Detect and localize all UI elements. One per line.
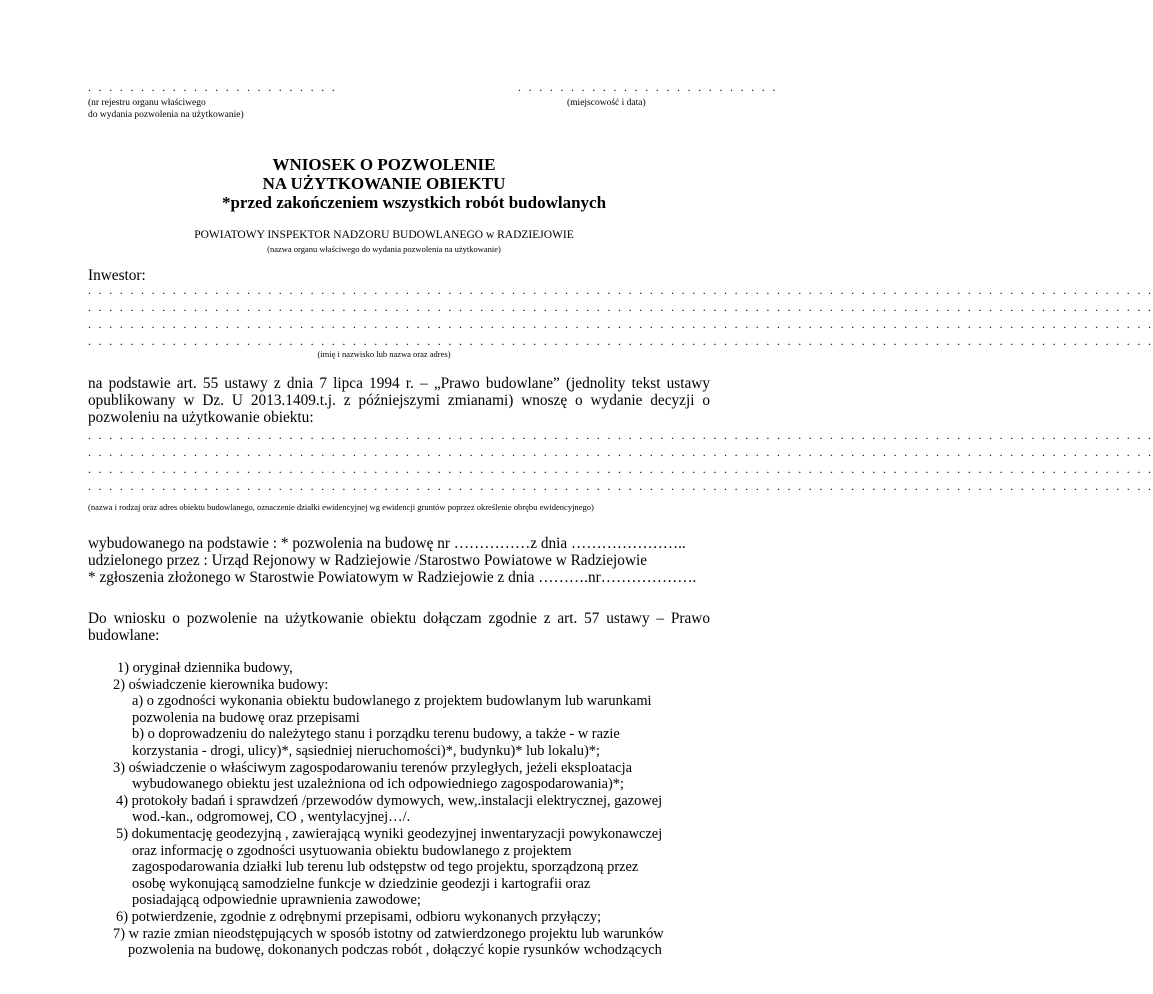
list-item: korzystania - drogi, ulicy)*, sąsiedniej nieruchomości)*, budynku)* lub lokalu)*;	[132, 742, 600, 759]
built-line-2: udzielonego przez : Urząd Rejonowy w Radziejowie /Starostwo Powiatowe w Radziejowie	[88, 552, 648, 569]
object-dots-2: . . . . . . . . . . . . . . . . . . . . . . . . . . . . . . . . . . . . . . . . . . . . . . . . . . . . . . . . . . . . . . . . . . . . . . . . . . . . . . . . . . . . . . . . . . . . . . . . . . . . .	[88, 445, 1153, 459]
authority-name: POWIATOWY INSPEKTOR NADZORU BUDOWLANEGO w RADZIEJOWIE	[194, 229, 574, 241]
investor-dots-3: . . . . . . . . . . . . . . . . . . . . . . . . . . . . . . . . . . . . . . . . . . . . . . . . . . . . . . . . . . . . . . . . . . . . . . . . . . . . . . . . . . . . . . . . . . . . . . . . . . . . .	[88, 317, 1153, 331]
list-item: 4) protokoły badań i sprawdzeń /przewodów dymowych, wew,.instalacji elektrycznej, gazowej	[116, 792, 663, 809]
investor-dots-2: . . . . . . . . . . . . . . . . . . . . . . . . . . . . . . . . . . . . . . . . . . . . . . . . . . . . . . . . . . . . . . . . . . . . . . . . . . . . . . . . . . . . . . . . . . . . . . . . . . . . .	[88, 300, 1153, 314]
registry-number-caption-2: do wydania pozwolenia na użytkowanie)	[88, 110, 244, 120]
place-date-dots: . . . . . . . . . . . . . . . . . . . . . . . . .	[518, 80, 778, 94]
built-line-1: wybudowanego na podstawie : * pozwolenia na budowę nr ……………z dnia …………………..	[88, 535, 686, 552]
object-dots-4: . . . . . . . . . . . . . . . . . . . . . . . . . . . . . . . . . . . . . . . . . . . . . . . . . . . . . . . . . . . . . . . . . . . . . . . . . . . . . . . . . . . . . . . . . . . . . . . . . . . . .	[88, 479, 1153, 493]
list-item: pozwolenia na budowę, dokonanych podczas robót , dołączyć kopie rysunków wchodzących	[128, 942, 662, 959]
title-line-1: WNIOSEK O POZWOLENIE	[272, 155, 496, 174]
object-dots-1: . . . . . . . . . . . . . . . . . . . . . . . . . . . . . . . . . . . . . . . . . . . . . . . . . . . . . . . . . . . . . . . . . . . . . . . . . . . . . . . . . . . . . . . . . . . . . . . . . . . . .	[88, 428, 1153, 442]
list-item: 5) dokumentację geodezyjną , zawierającą wyniki geodezyjnej inwentaryzacji powykonawczej	[116, 825, 663, 842]
list-item: 7) w razie zmian nieodstępujących w sposób istotny od zatwierdzonego projektu lub warunków	[113, 925, 664, 942]
attachments-list	[0, 660, 768, 959]
list-item: a) o zgodności wykonania obiektu budowlanego z projektem budowlanym lub warunkami	[132, 693, 652, 710]
attachments-intro: Do wniosku o pozwolenie na użytkowanie obiektu dołączam zgodnie z art. 57 ustawy – Prawo budowlane:	[88, 610, 710, 644]
investor-dots-4: . . . . . . . . . . . . . . . . . . . . . . . . . . . . . . . . . . . . . . . . . . . . . . . . . . . . . . . . . . . . . . . . . . . . . . . . . . . . . . . . . . . . . . . . . . . . . . . . . . . . .	[88, 334, 1153, 348]
basis-paragraph: na podstawie art. 55 ustawy z dnia 7 lipca 1994 r. – „Prawo budowlane” (jednolity tekst ustawy opublikowany w Dz. U 2013.1409.t.j. z późniejszymi zmianami) wnoszę o wydanie decyzji o pozwoleniu na użytkowanie obiektu:	[88, 375, 710, 426]
list-item: wod.-kan., odgromowej, CO , wentylacyjnej…/.	[132, 809, 411, 826]
list-item: pozwolenia na budowę oraz przepisami	[132, 709, 360, 726]
list-item: b) o doprowadzeniu do należytego stanu i porządku terenu budowy, a także - w razie	[132, 726, 620, 743]
object-caption: (nazwa i rodzaj oraz adres obiektu budowlanego, oznaczenie działki ewidencyjnej wg ewidencji gruntów poprzez określenie obrębu ewidencyjnego)	[88, 502, 594, 512]
list-item: 3) oświadczenie o właściwym zagospodarowaniu terenów przyległych, jeżeli eksploatacja	[113, 759, 633, 776]
investor-caption: (imię i nazwisko lub nazwa oraz adres)	[317, 349, 451, 359]
list-item: wybudowanego obiektu jest uzależniona od ich odpowiedniego zagospodarowania)*;	[132, 776, 624, 793]
registry-number-dots: . . . . . . . . . . . . . . . . . . . . . . . .	[88, 80, 338, 94]
investor-label: Inwestor:	[88, 267, 146, 284]
built-line-3: * zgłoszenia złożonego w Starostwie Powiatowym w Radziejowie z dnia ……….nr……………….	[88, 569, 697, 586]
title-line-3: *przed zakończeniem wszystkich robót budowlanych	[221, 193, 607, 212]
list-item: 1) oryginał dziennika budowy,	[117, 660, 293, 676]
investor-dots-1: . . . . . . . . . . . . . . . . . . . . . . . . . . . . . . . . . . . . . . . . . . . . . . . . . . . . . . . . . . . . . . . . . . . . . . . . . . . . . . . . . . . . . . . . . . . . . . . . . . . . .	[88, 283, 1153, 297]
authority-caption: (nazwa organu właściwego do wydania pozwolenia na użytkowanie)	[267, 244, 501, 254]
place-date-caption: (miejscowość i data)	[567, 98, 646, 108]
list-item: oraz informację o zgodności usytuowania obiektu budowlanego z projektem	[132, 842, 572, 859]
title-line-2: NA UŻYTKOWANIE OBIEKTU	[262, 174, 506, 193]
registry-number-caption-1: (nr rejestru organu właściwego	[88, 98, 206, 108]
list-item: 6) potwierdzenie, zgodnie z odrębnymi przepisami, odbioru wykonanych przyłączy;	[116, 908, 602, 925]
list-item: osobę wykonującą samodzielne funkcje w dziedzinie geodezji i kartografii oraz	[132, 875, 591, 892]
list-item: zagospodarowania działki lub terenu lub odstępstw od tego projektu, sporządzoną przez	[132, 859, 639, 876]
list-item: posiadającą odpowiednie uprawnienia zawodowe;	[132, 892, 421, 909]
list-item: 2) oświadczenie kierownika budowy:	[113, 676, 329, 693]
object-dots-3: . . . . . . . . . . . . . . . . . . . . . . . . . . . . . . . . . . . . . . . . . . . . . . . . . . . . . . . . . . . . . . . . . . . . . . . . . . . . . . . . . . . . . . . . . . . . . . . . . . . . .	[88, 462, 1153, 476]
